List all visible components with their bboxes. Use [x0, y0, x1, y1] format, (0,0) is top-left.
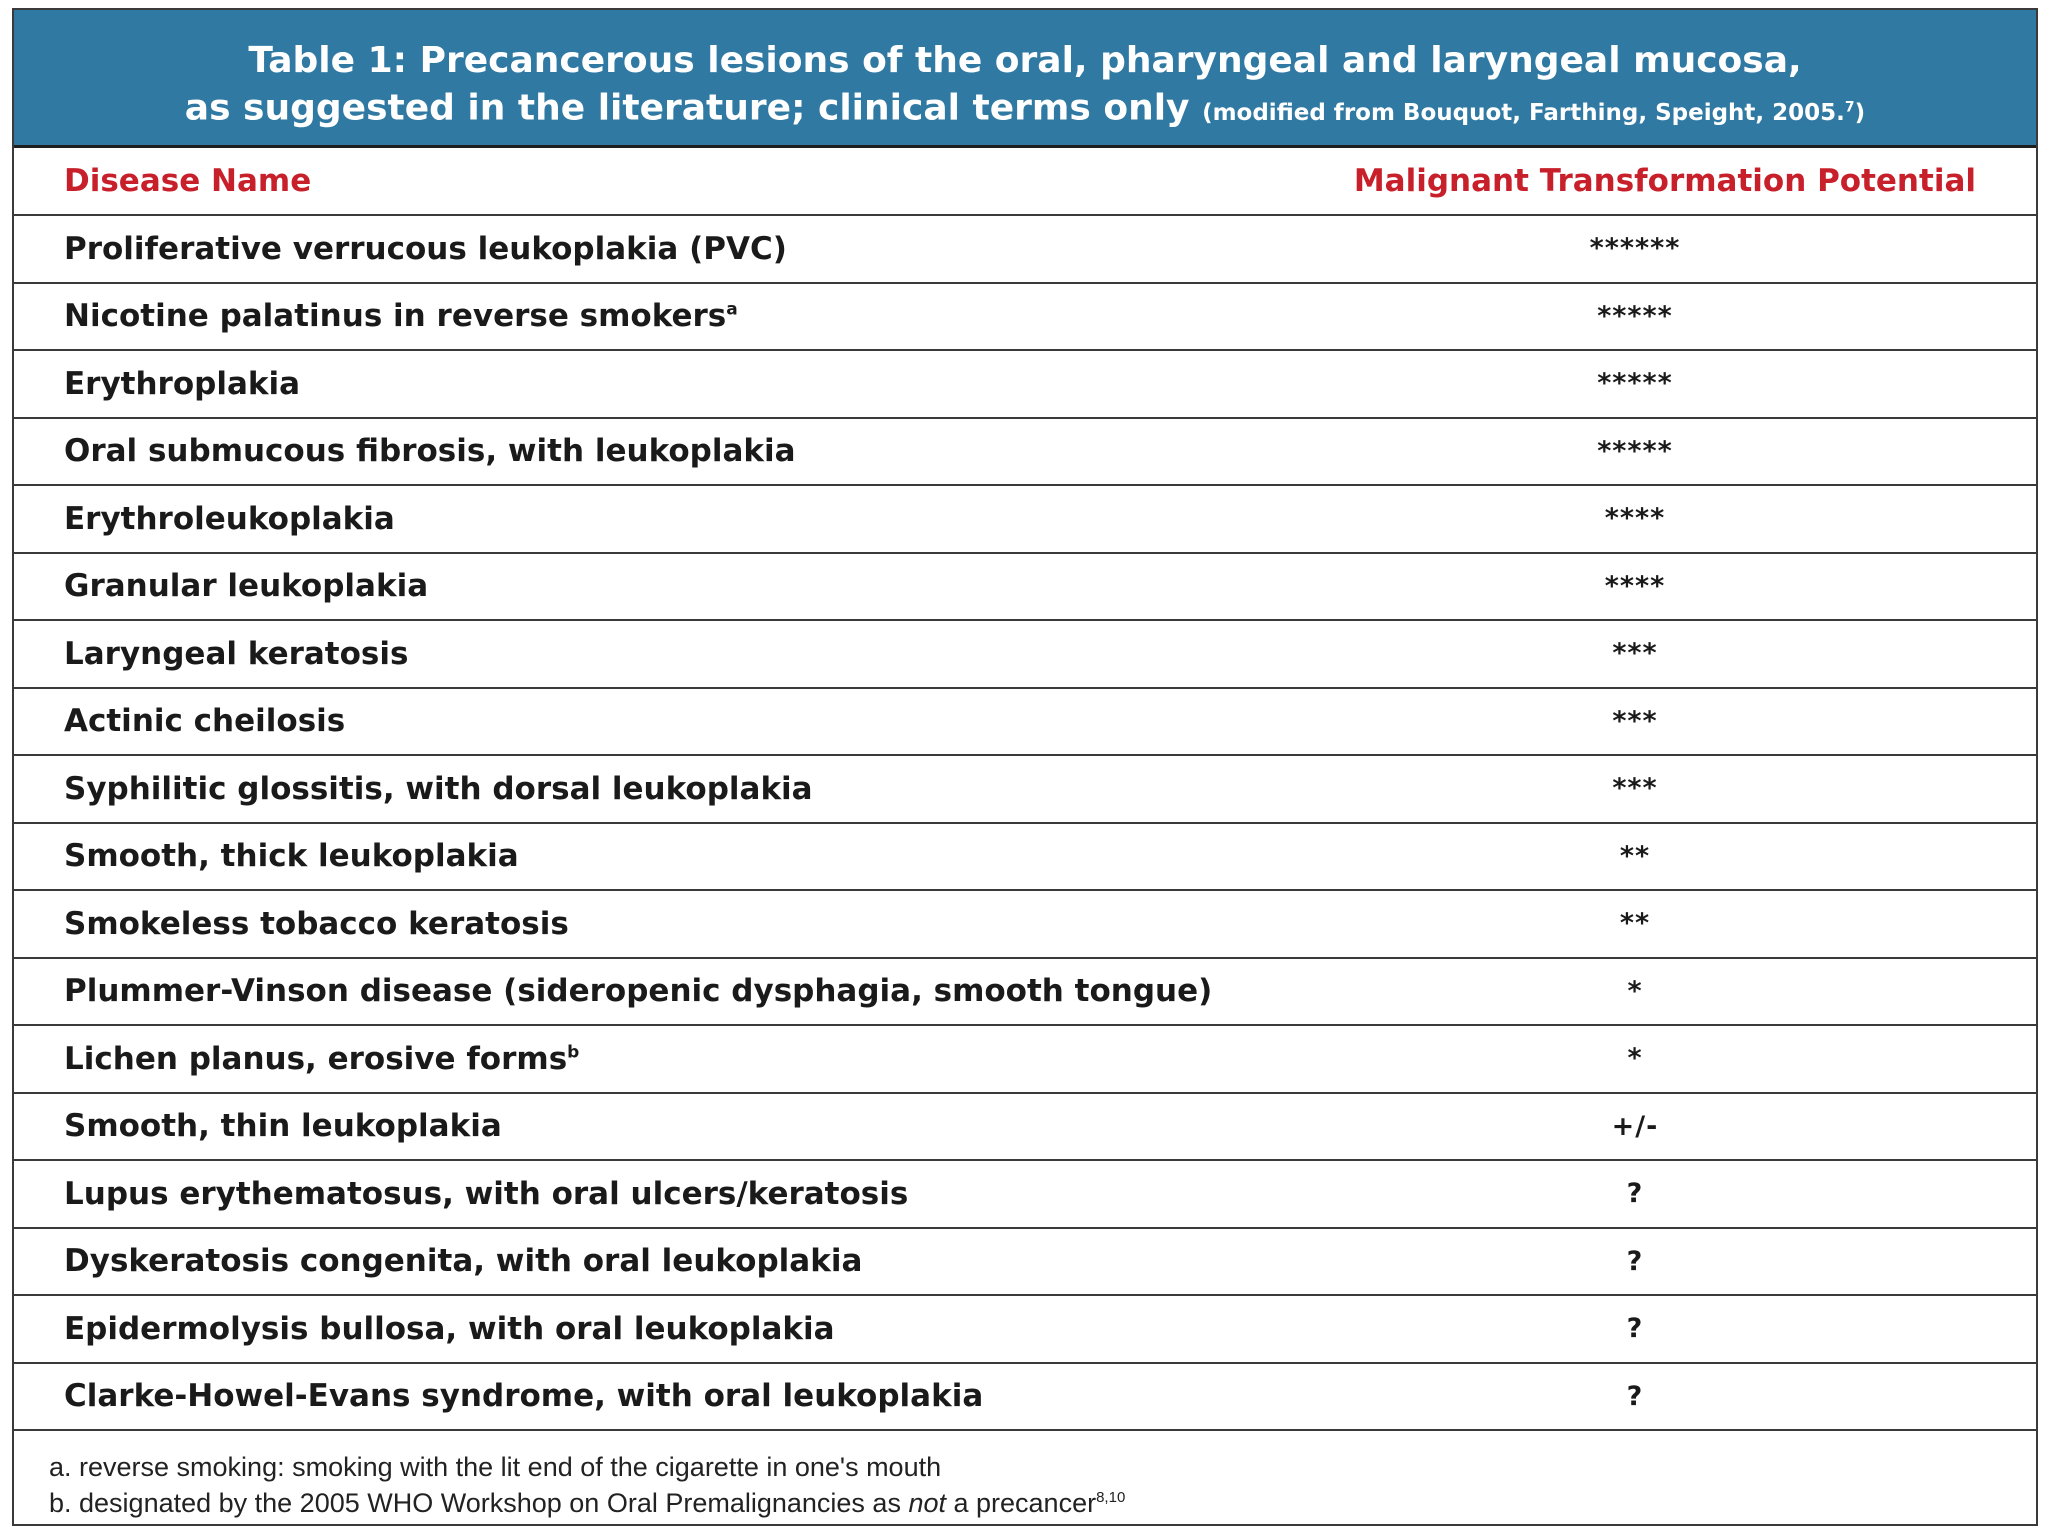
- disease-name-cell: [14, 1243, 1264, 1279]
- disease-name-cell: [14, 1041, 1264, 1077]
- disease-name-cell: [14, 501, 1264, 537]
- disease-name-text: Oral submucous fibrosis, with leukoplakia: [64, 433, 796, 470]
- footnote-marker: b: [567, 1042, 580, 1063]
- disease-name-text: Smooth, thin leukoplakia: [64, 1108, 502, 1145]
- disease-name-text: Smokeless tobacco keratosis: [64, 905, 569, 942]
- table-row: [14, 1364, 2036, 1432]
- table-row: [14, 756, 2036, 824]
- transformation-potential-cell: ***: [1612, 638, 1658, 670]
- disease-name-text: Laryngeal keratosis: [64, 635, 409, 672]
- disease-name-cell: [14, 298, 1264, 334]
- footnote-b-emphasis: not: [908, 1488, 946, 1518]
- table-row: [14, 351, 2036, 419]
- transformation-potential-cell: *: [1627, 1043, 1643, 1075]
- disease-name-cell: [14, 838, 1264, 874]
- footnote-b: [49, 1485, 2036, 1521]
- title-source-text: (modified from Bouquot, Farthing, Speight, 2005.: [1202, 99, 1845, 126]
- disease-name-cell: [14, 1378, 1264, 1414]
- table-row: [14, 891, 2036, 959]
- transformation-potential-cell: ***: [1612, 705, 1658, 737]
- table-row: [14, 689, 2036, 757]
- title-line-2: [14, 84, 2036, 136]
- table-title: [14, 10, 2036, 148]
- table-row: [14, 1026, 2036, 1094]
- disease-name-text: Lichen planus, erosive forms: [64, 1040, 568, 1077]
- disease-name-cell: [14, 703, 1264, 739]
- header-disease-name: Disease Name: [64, 163, 312, 199]
- table-row: [14, 1296, 2036, 1364]
- title-source: [1202, 100, 1865, 126]
- disease-name-cell: [14, 433, 1264, 469]
- title-source-ref: 7: [1844, 99, 1855, 115]
- title-main-text: as suggested in the literature; clinical terms only: [184, 87, 1190, 129]
- transformation-potential-cell: ?: [1626, 1380, 1644, 1412]
- transformation-potential-cell: *****: [1597, 435, 1673, 467]
- table-row: [14, 486, 2036, 554]
- table-row: [14, 1094, 2036, 1162]
- precancerous-lesions-table: [12, 8, 2038, 1526]
- table-row: [14, 621, 2036, 689]
- disease-name-cell: [14, 231, 1264, 267]
- disease-name-text: Actinic cheilosis: [64, 703, 346, 740]
- table-body: [14, 216, 2036, 1431]
- disease-name-text: Syphilitic glossitis, with dorsal leukoplakia: [64, 770, 813, 807]
- transformation-potential-cell: *****: [1597, 300, 1673, 332]
- disease-name-cell: [14, 1108, 1264, 1144]
- disease-name-text: Plummer-Vinson disease (sideropenic dysphagia, smooth tongue): [64, 973, 1213, 1010]
- title-source-close: ): [1854, 99, 1866, 126]
- transformation-potential-cell: ?: [1626, 1245, 1644, 1277]
- table-row: [14, 284, 2036, 352]
- table-header-row: [14, 148, 2036, 216]
- table-row: [14, 1229, 2036, 1297]
- table-row: [14, 1161, 2036, 1229]
- footnote-b-text-end: a precancer: [946, 1488, 1097, 1518]
- transformation-potential-cell: *: [1627, 975, 1643, 1007]
- disease-name-text: Smooth, thick leukoplakia: [64, 838, 519, 875]
- table-row: [14, 216, 2036, 284]
- table-footnotes: [14, 1431, 2036, 1521]
- disease-name-text: Erythroplakia: [64, 365, 301, 402]
- disease-name-text: Proliferative verrucous leukoplakia (PVC): [64, 230, 787, 267]
- disease-name-cell: [14, 636, 1264, 672]
- transformation-potential-cell: +/-: [1611, 1110, 1659, 1142]
- footnote-b-ref: 8,10: [1096, 1489, 1126, 1506]
- transformation-potential-cell: **: [1619, 908, 1651, 940]
- title-line-1: Table 1: Precancerous lesions of the oral, pharyngeal and laryngeal mucosa,: [248, 40, 1802, 81]
- disease-name-text: Clarke-Howel-Evans syndrome, with oral leukoplakia: [64, 1378, 984, 1415]
- transformation-potential-cell: ?: [1626, 1178, 1644, 1210]
- disease-name-text: Epidermolysis bullosa, with oral leukoplakia: [64, 1310, 835, 1347]
- disease-name-cell: [14, 1176, 1264, 1212]
- table-row: [14, 959, 2036, 1027]
- disease-name-cell: [14, 568, 1264, 604]
- header-transformation-potential: Malignant Transformation Potential: [1353, 163, 1976, 199]
- transformation-potential-cell: ?: [1626, 1313, 1644, 1345]
- transformation-potential-cell: *****: [1597, 368, 1673, 400]
- transformation-potential-cell: ***: [1612, 773, 1658, 805]
- disease-name-cell: [14, 906, 1264, 942]
- transformation-potential-cell: ****: [1604, 570, 1666, 602]
- table-row: [14, 419, 2036, 487]
- transformation-potential-cell: ******: [1589, 233, 1681, 265]
- disease-name-text: Erythroleukoplakia: [64, 500, 395, 537]
- footnote-a: a. reverse smoking: smoking with the lit end of the cigarette in one's mouth: [49, 1452, 942, 1482]
- disease-name-cell: [14, 1311, 1264, 1347]
- disease-name-cell: [14, 771, 1264, 807]
- footnote-b-text: b. designated by the 2005 WHO Workshop on Oral Premalignancies as: [49, 1488, 909, 1518]
- transformation-potential-cell: **: [1619, 840, 1651, 872]
- table-row: [14, 824, 2036, 892]
- disease-name-text: Nicotine palatinus in reverse smokers: [64, 298, 727, 335]
- disease-name-text: Lupus erythematosus, with oral ulcers/keratosis: [64, 1175, 909, 1212]
- transformation-potential-cell: ****: [1604, 503, 1666, 535]
- table-row: [14, 554, 2036, 622]
- disease-name-cell: [14, 366, 1264, 402]
- disease-name-text: Granular leukoplakia: [64, 568, 429, 605]
- footnote-marker: a: [726, 299, 738, 320]
- disease-name-cell: [14, 973, 1264, 1009]
- disease-name-text: Dyskeratosis congenita, with oral leukoplakia: [64, 1243, 863, 1280]
